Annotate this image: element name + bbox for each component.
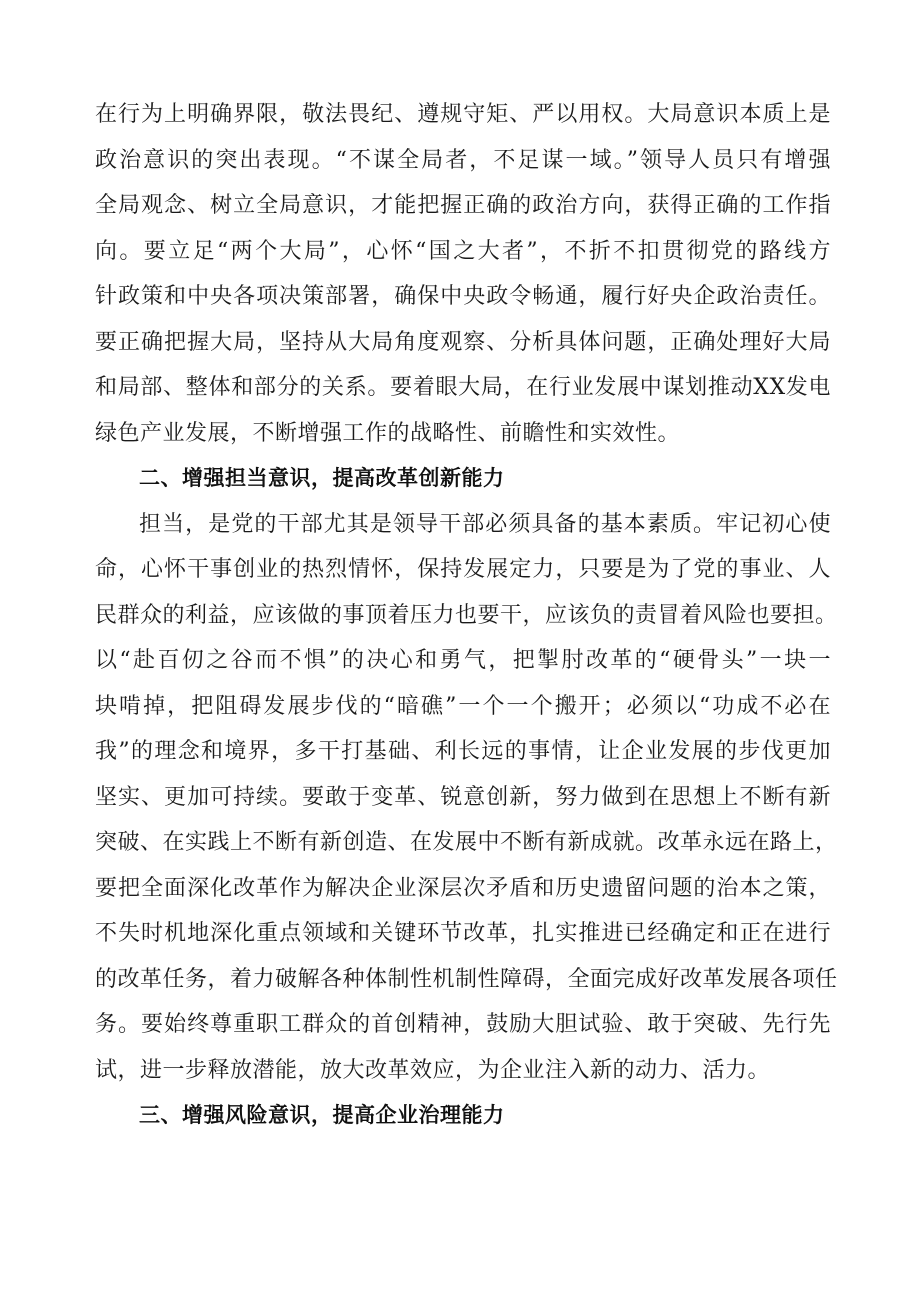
paragraph-line: 突破、在实践上不断有新创造、在发展中不断有新成就。改革永远在路上， [95, 830, 838, 855]
section-heading-responsibility: 二、增强担当意识，提高改革创新能力 [139, 466, 505, 490]
paragraph-line: 的改革任务，着力破解各种体制性机制性障碍，全面完成好改革发展各项任 [95, 966, 838, 992]
paragraph-line: 针政策和中央各项决策部署，确保中央政令畅通，履行好央企政治责任。 [95, 284, 831, 309]
paragraph-line: 民群众的利益，应该做的事顶着压力也要干，应该负的责冒着风险也要担。 [95, 602, 838, 628]
paragraph-line: 政治意识的突出表现。“不谋全局者，不足谋一域。”领导人员只有增强 [95, 147, 831, 173]
paragraph-line: 要正确把握大局，坚持从大局角度观察、分析具体问题，正确处理好大局 [95, 329, 831, 355]
paragraph-line: 担当，是党的干部尤其是领导干部必须具备的基本素质。牢记初心使 [139, 511, 831, 537]
paragraph-line: 以“赴百仞之谷而不惧”的决心和勇气，把掣肘改革的“硬骨头”一块一 [95, 648, 831, 673]
document-body [95, 92, 838, 1139]
paragraph-line: 命，心怀干事创业的热烈情怀，保持发展定力，只要是为了党的事业、人 [95, 557, 831, 582]
paragraph-line: 块啃掉，把阻碍发展步伐的“暗礁”一个一个搬开；必须以“功成不必在 [95, 693, 831, 719]
paragraph-line: 绿色产业发展，不断增强工作的战略性、前瞻性和实效性。 [95, 420, 681, 446]
paragraph-line: 向。要立足“两个大局”，心怀“国之大者”，不折不扣贯彻党的路线方 [95, 238, 831, 264]
paragraph-line: 要把全面深化改革作为解决企业深层次矛盾和历史遗留问题的治本之策， [95, 875, 831, 901]
paragraph-line: 在行为上明确界限，敬法畏纪、遵规守矩、严以用权。大局意识本质上是 [95, 102, 831, 127]
paragraph-line: 试，进一步释放潜能，放大改革效应，为企业注入新的动力、活力。 [95, 1057, 771, 1083]
section-heading-risk: 三、增强风险意识，提高企业治理能力 [139, 1103, 505, 1127]
paragraph-line: 不失时机地深化重点领域和关键环节改革，扎实推进已经确定和正在进行 [95, 921, 831, 946]
paragraph-line: 坚实、更加可持续。要敢于变革、锐意创新，努力做到在思想上不断有新 [95, 784, 831, 810]
paragraph-line: 务。要始终尊重职工群众的首创精神，鼓励大胆试验、敢于突破、先行先 [95, 1012, 831, 1037]
paragraph-responsibility [95, 502, 838, 1094]
paragraph-line: 和局部、整体和部分的关系。要着眼大局，在行业发展中谋划推动XX发电 [95, 375, 831, 400]
paragraph-line: 全局观念、树立全局意识，才能把握正确的政治方向，获得正确的工作指 [95, 193, 831, 218]
paragraph-great-overall-awareness [95, 92, 831, 456]
paragraph-line: 我”的理念和境界，多干打基础、利长远的事情，让企业发展的步伐更加 [95, 739, 831, 764]
